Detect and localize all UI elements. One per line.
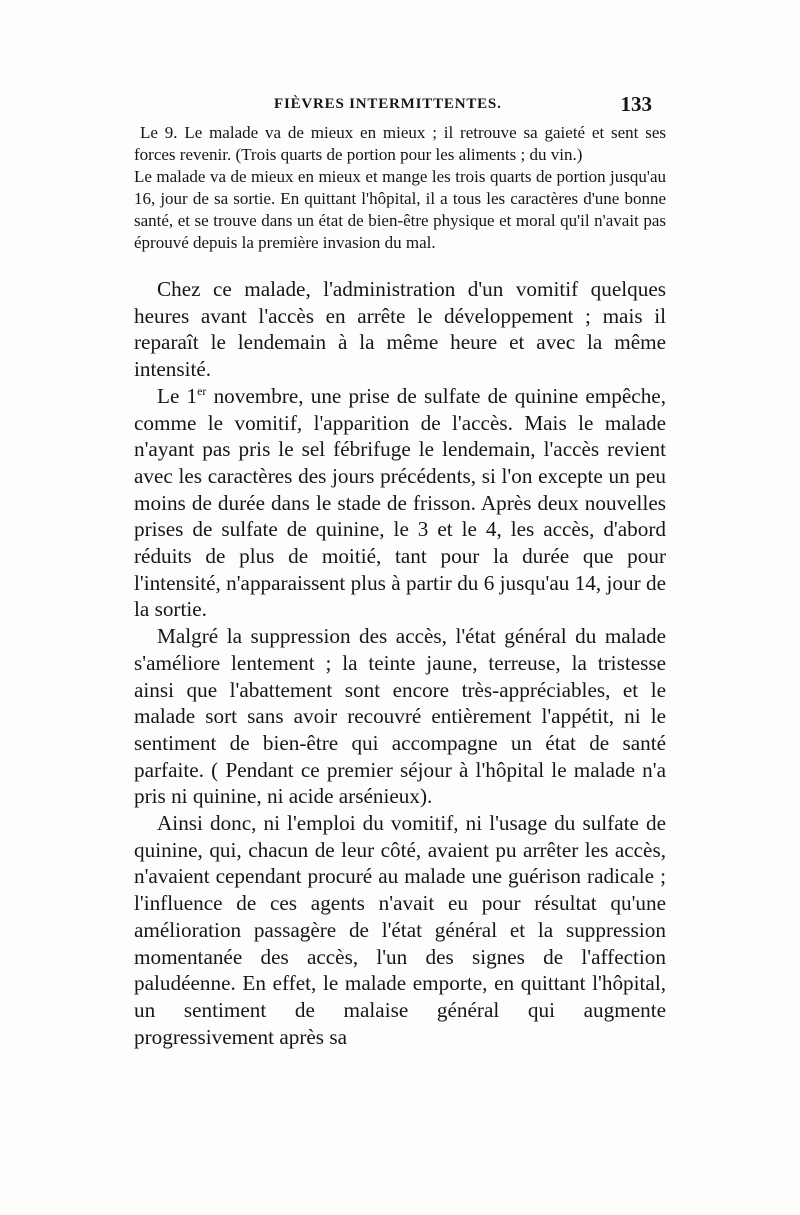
commentary — [134, 276, 666, 1050]
paragraph-november — [134, 383, 666, 623]
paragraph-vomitif: Chez ce malade, l'administration d'un vomitif quelques heures avant l'accès en arrête le développement ; mais il reparaît le lendemain à la même heure et avec la même intensité. — [134, 277, 666, 382]
paragraph-malgre: Malgré la suppression des accès, l'état général du malade s'améliore lentement ; la teinte jaune, terreuse, la tristesse ainsi que l'abattement sont encore très-appréciables, et le malade sort sans avoir recouvré entièrement l'appétit, ni le sentiment de bien-être qui accompagne un état de santé parfaite. ( Pendant ce premier séjour à l'hôpital le malade n'a pris ni quinine, ni acide arsénieux). — [134, 624, 666, 809]
page-number: 133 — [620, 92, 652, 116]
running-title: FIÈVRES INTERMITTENTES. — [274, 96, 502, 112]
paragraph-ainsi-donc: Ainsi donc, ni l'emploi du vomitif, ni l'usage du sulfate de quinine, qui, chacun de leur côté, avaient pu arrêter les accès, n'avaient cependant procuré au malade une guérison radicale ; l'influence de ces agents n'avait eu pour résultat qu'une amélioration passagère de l'état général et la suppression momentanée des accès, l'un des signes de l'affection paludéenne. En effet, le malade emporte, en quittant l'hôpital, un sentiment de malaise général qui augmente progressivement après sa — [134, 811, 666, 1049]
note-paragraph-day-9: Le 9. Le malade va de mieux en mieux ; il retrouve sa gaieté et sent ses forces revenir. (Trois quarts de portion pour les aliments ; du vin.) — [134, 123, 666, 164]
paragraph-november-rest: novembre, une prise de sulfate de quinine empêche, comme le vomitif, l'apparition de l'accès. Mais le malade n'ayant pas pris le sel fébrifuge le lendemain, l'accès revient avec les caractères des jours précédents, si l'on excepte un peu moins de durée dans le stade de frisson. Après deux nouvelles prises de sulfate de quinine, le 3 et le 4, les accès, d'abord réduits de plus de moitié, tant pour la durée que pour l'intensité, n'apparaissent plus à partir du 6 jusqu'au 14, jour de la sortie. — [134, 383, 666, 622]
book-page — [134, 92, 666, 1050]
note-paragraph-recovery: Le malade va de mieux en mieux et mange les trois quarts de portion jusqu'au 16, jour de sa sortie. En quittant l'hôpital, il a tous les caractères d'une bonne santé, et se trouve dans un état de bien-être physique et moral qu'il n'avait pas éprouvé depuis la première invasion du mal. — [134, 167, 666, 252]
paragraph-november-start: Le 1 — [157, 383, 198, 408]
page-header — [134, 92, 666, 122]
case-notes — [134, 122, 666, 254]
ordinal-superscript: er — [197, 383, 207, 398]
